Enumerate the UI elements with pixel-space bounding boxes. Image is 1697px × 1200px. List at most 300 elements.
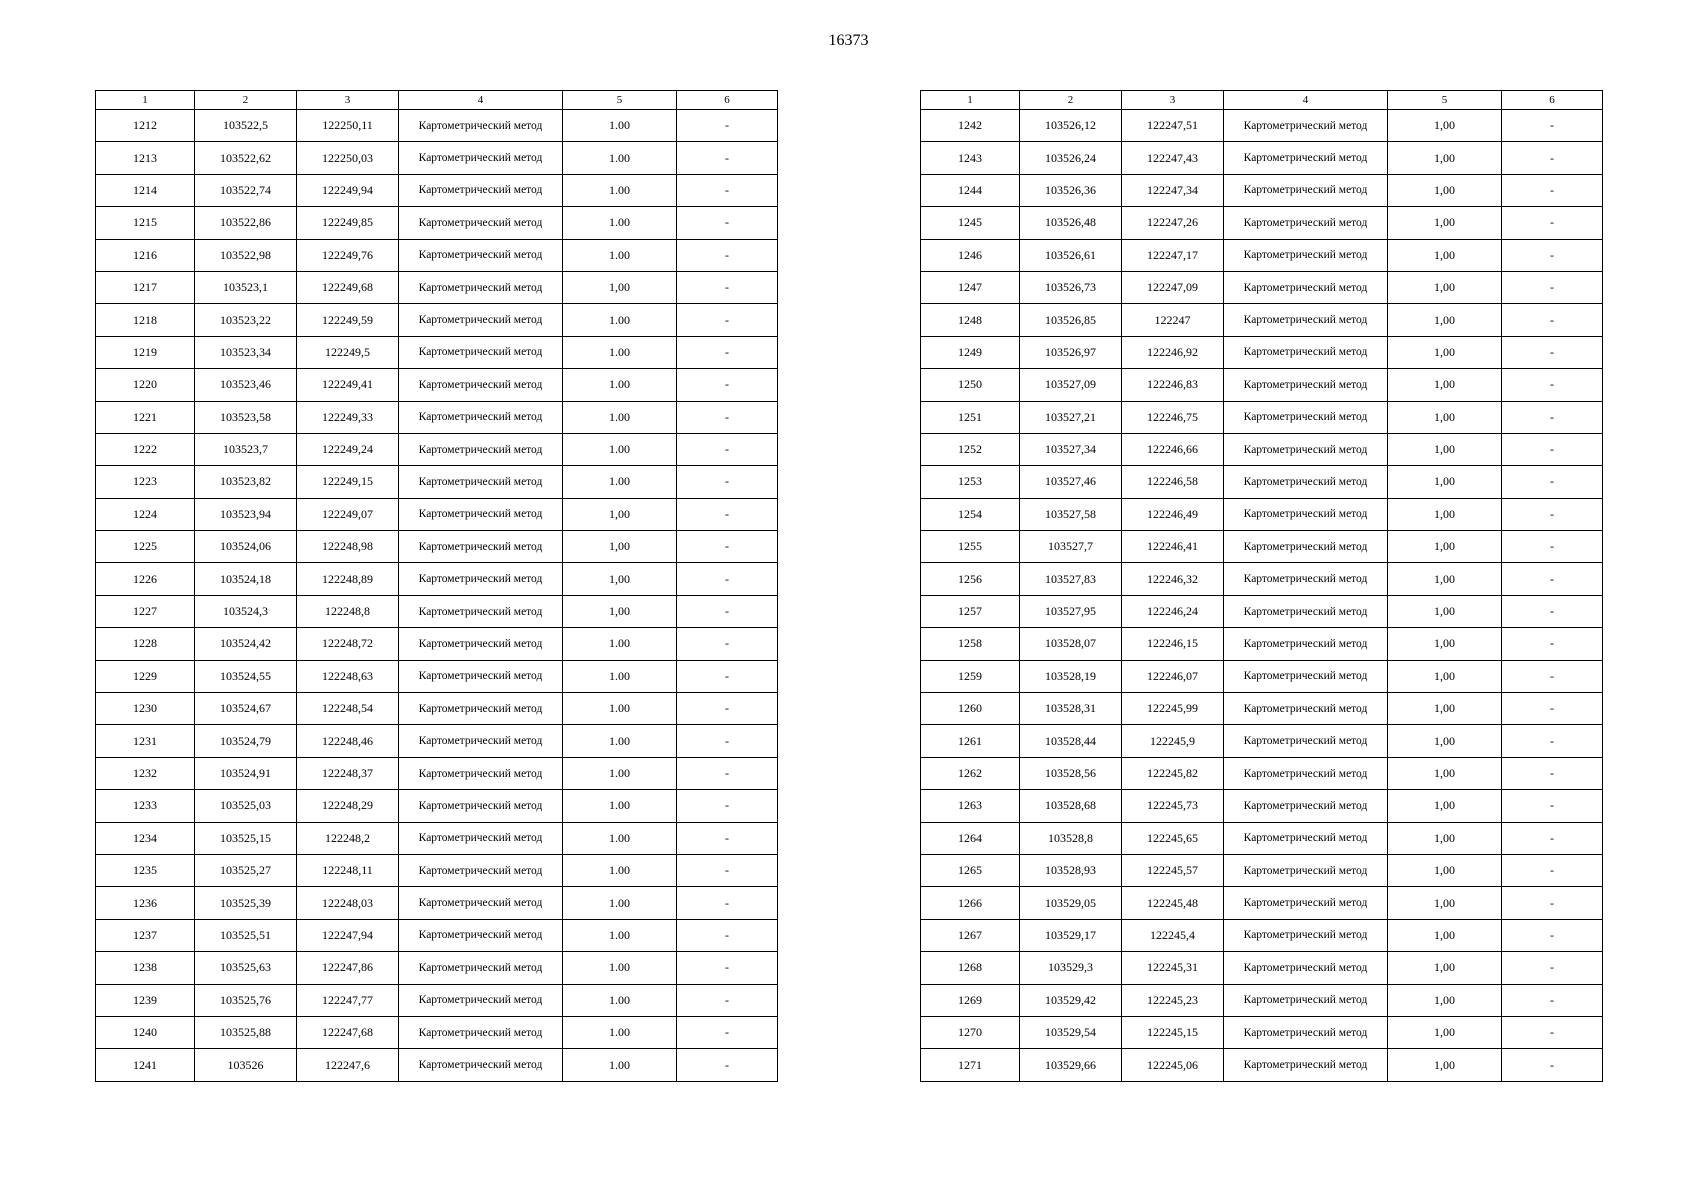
accuracy-cell: 1,00: [563, 531, 677, 563]
accuracy-cell: 1,00: [1388, 628, 1502, 660]
point-number-cell: 1236: [96, 887, 195, 919]
y-coordinate-cell: 122246,24: [1122, 595, 1224, 627]
table-row: [921, 790, 1603, 822]
y-coordinate-cell: 122246,32: [1122, 563, 1224, 595]
accuracy-cell: 1.00: [563, 207, 677, 239]
method-cell: Картометрический метод: [1224, 304, 1388, 336]
x-coordinate-cell: 103523,22: [195, 304, 297, 336]
y-coordinate-cell: 122247,51: [1122, 110, 1224, 142]
point-number-cell: 1263: [921, 790, 1020, 822]
description-cell: -: [1502, 207, 1603, 239]
column-header: 5: [1388, 91, 1502, 110]
column-header: 1: [921, 91, 1020, 110]
table-row: [96, 822, 778, 854]
description-cell: -: [677, 725, 778, 757]
table-row: [921, 498, 1603, 530]
table-row: [96, 174, 778, 206]
y-coordinate-cell: 122246,49: [1122, 498, 1224, 530]
description-cell: -: [677, 595, 778, 627]
x-coordinate-cell: 103527,83: [1020, 563, 1122, 595]
point-number-cell: 1224: [96, 498, 195, 530]
y-coordinate-cell: 122245,31: [1122, 952, 1224, 984]
y-coordinate-cell: 122249,15: [297, 466, 399, 498]
method-cell: Картометрический метод: [1224, 854, 1388, 886]
table-row: [96, 1049, 778, 1081]
accuracy-cell: 1,00: [1388, 271, 1502, 303]
description-cell: -: [1502, 531, 1603, 563]
y-coordinate-cell: 122248,29: [297, 790, 399, 822]
table-row: [921, 854, 1603, 886]
point-number-cell: 1247: [921, 271, 1020, 303]
point-number-cell: 1266: [921, 887, 1020, 919]
column-header: 3: [1122, 91, 1224, 110]
x-coordinate-cell: 103529,3: [1020, 952, 1122, 984]
x-coordinate-cell: 103525,63: [195, 952, 297, 984]
y-coordinate-cell: 122247,94: [297, 919, 399, 951]
accuracy-cell: 1.00: [563, 336, 677, 368]
description-cell: -: [677, 660, 778, 692]
table-row: [96, 498, 778, 530]
description-cell: -: [1502, 336, 1603, 368]
x-coordinate-cell: 103526,73: [1020, 271, 1122, 303]
method-cell: Картометрический метод: [399, 304, 563, 336]
accuracy-cell: 1.00: [563, 952, 677, 984]
description-cell: -: [1502, 498, 1603, 530]
accuracy-cell: 1.00: [563, 887, 677, 919]
x-coordinate-cell: 103524,42: [195, 628, 297, 660]
accuracy-cell: 1,00: [1388, 822, 1502, 854]
accuracy-cell: 1,00: [1388, 498, 1502, 530]
x-coordinate-cell: 103526,97: [1020, 336, 1122, 368]
method-cell: Картометрический метод: [1224, 239, 1388, 271]
column-header: 4: [1224, 91, 1388, 110]
point-number-cell: 1222: [96, 433, 195, 465]
y-coordinate-cell: 122247,26: [1122, 207, 1224, 239]
x-coordinate-cell: 103525,27: [195, 854, 297, 886]
x-coordinate-cell: 103524,55: [195, 660, 297, 692]
description-cell: -: [677, 854, 778, 886]
point-number-cell: 1240: [96, 1016, 195, 1048]
table-row: [96, 207, 778, 239]
table-row: [96, 304, 778, 336]
description-cell: -: [1502, 1016, 1603, 1048]
method-cell: Картометрический метод: [1224, 693, 1388, 725]
description-cell: -: [677, 401, 778, 433]
y-coordinate-cell: 122248,37: [297, 757, 399, 789]
y-coordinate-cell: 122248,8: [297, 595, 399, 627]
x-coordinate-cell: 103527,09: [1020, 369, 1122, 401]
x-coordinate-cell: 103526: [195, 1049, 297, 1081]
table-row: [921, 919, 1603, 951]
description-cell: -: [1502, 757, 1603, 789]
accuracy-cell: 1.00: [563, 239, 677, 271]
point-number-cell: 1246: [921, 239, 1020, 271]
table-row: [921, 628, 1603, 660]
point-number-cell: 1254: [921, 498, 1020, 530]
x-coordinate-cell: 103528,44: [1020, 725, 1122, 757]
accuracy-cell: 1,00: [563, 595, 677, 627]
x-coordinate-cell: 103528,8: [1020, 822, 1122, 854]
table-row: [921, 336, 1603, 368]
method-cell: Картометрический метод: [1224, 1016, 1388, 1048]
y-coordinate-cell: 122245,23: [1122, 984, 1224, 1016]
point-number-cell: 1217: [96, 271, 195, 303]
point-number-cell: 1225: [96, 531, 195, 563]
description-cell: -: [677, 757, 778, 789]
y-coordinate-cell: 122248,2: [297, 822, 399, 854]
table-row: [921, 757, 1603, 789]
table-row: [96, 369, 778, 401]
y-coordinate-cell: 122247,77: [297, 984, 399, 1016]
table-row: [921, 887, 1603, 919]
method-cell: Картометрический метод: [1224, 174, 1388, 206]
x-coordinate-cell: 103522,5: [195, 110, 297, 142]
x-coordinate-cell: 103527,95: [1020, 595, 1122, 627]
y-coordinate-cell: 122245,65: [1122, 822, 1224, 854]
point-number-cell: 1213: [96, 142, 195, 174]
method-cell: Картометрический метод: [1224, 660, 1388, 692]
y-coordinate-cell: 122248,98: [297, 531, 399, 563]
y-coordinate-cell: 122249,59: [297, 304, 399, 336]
coordinates-table-right: [920, 90, 1603, 1082]
x-coordinate-cell: 103523,1: [195, 271, 297, 303]
point-number-cell: 1262: [921, 757, 1020, 789]
x-coordinate-cell: 103527,46: [1020, 466, 1122, 498]
accuracy-cell: 1.00: [563, 401, 677, 433]
x-coordinate-cell: 103528,07: [1020, 628, 1122, 660]
y-coordinate-cell: 122247,68: [297, 1016, 399, 1048]
accuracy-cell: 1,00: [563, 498, 677, 530]
table-header-row: [96, 91, 778, 110]
point-number-cell: 1221: [96, 401, 195, 433]
description-cell: -: [1502, 466, 1603, 498]
description-cell: -: [1502, 174, 1603, 206]
y-coordinate-cell: 122249,07: [297, 498, 399, 530]
y-coordinate-cell: 122245,15: [1122, 1016, 1224, 1048]
description-cell: -: [677, 628, 778, 660]
method-cell: Картометрический метод: [399, 757, 563, 789]
y-coordinate-cell: 122249,94: [297, 174, 399, 206]
accuracy-cell: 1.00: [563, 693, 677, 725]
method-cell: Картометрический метод: [1224, 887, 1388, 919]
table-row: [96, 628, 778, 660]
point-number-cell: 1257: [921, 595, 1020, 627]
point-number-cell: 1243: [921, 142, 1020, 174]
table-row: [96, 660, 778, 692]
accuracy-cell: 1.00: [563, 174, 677, 206]
point-number-cell: 1269: [921, 984, 1020, 1016]
method-cell: Картометрический метод: [399, 790, 563, 822]
table-row: [96, 790, 778, 822]
table-row: [96, 952, 778, 984]
description-cell: -: [677, 110, 778, 142]
point-number-cell: 1223: [96, 466, 195, 498]
accuracy-cell: 1.00: [563, 984, 677, 1016]
method-cell: Картометрический метод: [1224, 271, 1388, 303]
description-cell: -: [1502, 887, 1603, 919]
table-row: [921, 822, 1603, 854]
method-cell: Картометрический метод: [399, 1016, 563, 1048]
description-cell: -: [677, 822, 778, 854]
accuracy-cell: 1.00: [563, 142, 677, 174]
point-number-cell: 1258: [921, 628, 1020, 660]
description-cell: -: [1502, 854, 1603, 886]
description-cell: -: [1502, 110, 1603, 142]
point-number-cell: 1252: [921, 433, 1020, 465]
accuracy-cell: 1,00: [1388, 854, 1502, 886]
accuracy-cell: 1,00: [1388, 595, 1502, 627]
point-number-cell: 1265: [921, 854, 1020, 886]
method-cell: Картометрический метод: [399, 660, 563, 692]
y-coordinate-cell: 122249,33: [297, 401, 399, 433]
y-coordinate-cell: 122245,4: [1122, 919, 1224, 951]
x-coordinate-cell: 103527,7: [1020, 531, 1122, 563]
accuracy-cell: 1.00: [563, 919, 677, 951]
point-number-cell: 1256: [921, 563, 1020, 595]
y-coordinate-cell: 122247: [1122, 304, 1224, 336]
table-row: [921, 531, 1603, 563]
y-coordinate-cell: 122249,41: [297, 369, 399, 401]
description-cell: -: [677, 1049, 778, 1081]
y-coordinate-cell: 122247,17: [1122, 239, 1224, 271]
x-coordinate-cell: 103527,58: [1020, 498, 1122, 530]
table-row: [96, 757, 778, 789]
table-row: [921, 271, 1603, 303]
accuracy-cell: 1,00: [563, 563, 677, 595]
y-coordinate-cell: 122248,89: [297, 563, 399, 595]
description-cell: -: [677, 1016, 778, 1048]
y-coordinate-cell: 122248,46: [297, 725, 399, 757]
column-header: 1: [96, 91, 195, 110]
table-row: [921, 595, 1603, 627]
x-coordinate-cell: 103524,3: [195, 595, 297, 627]
accuracy-cell: 1,00: [1388, 142, 1502, 174]
table-row: [921, 952, 1603, 984]
description-cell: -: [677, 919, 778, 951]
method-cell: Картометрический метод: [399, 110, 563, 142]
y-coordinate-cell: 122245,73: [1122, 790, 1224, 822]
description-cell: -: [677, 952, 778, 984]
accuracy-cell: 1.00: [563, 854, 677, 886]
accuracy-cell: 1.00: [563, 725, 677, 757]
point-number-cell: 1267: [921, 919, 1020, 951]
y-coordinate-cell: 122246,92: [1122, 336, 1224, 368]
point-number-cell: 1212: [96, 110, 195, 142]
point-number-cell: 1249: [921, 336, 1020, 368]
page-number: 16373: [828, 32, 869, 49]
table-body: [921, 110, 1603, 1082]
method-cell: Картометрический метод: [399, 174, 563, 206]
method-cell: Картометрический метод: [399, 142, 563, 174]
table-row: [921, 174, 1603, 206]
x-coordinate-cell: 103526,24: [1020, 142, 1122, 174]
accuracy-cell: 1,00: [1388, 1016, 1502, 1048]
description-cell: -: [677, 498, 778, 530]
method-cell: Картометрический метод: [399, 887, 563, 919]
x-coordinate-cell: 103522,74: [195, 174, 297, 206]
table-row: [96, 239, 778, 271]
table-row: [921, 369, 1603, 401]
y-coordinate-cell: 122247,34: [1122, 174, 1224, 206]
accuracy-cell: 1,00: [563, 271, 677, 303]
x-coordinate-cell: 103529,66: [1020, 1049, 1122, 1081]
point-number-cell: 1230: [96, 693, 195, 725]
method-cell: Картометрический метод: [1224, 952, 1388, 984]
y-coordinate-cell: 122246,41: [1122, 531, 1224, 563]
table-row: [921, 142, 1603, 174]
accuracy-cell: 1,00: [1388, 304, 1502, 336]
table-row: [921, 304, 1603, 336]
method-cell: Картометрический метод: [1224, 531, 1388, 563]
point-number-cell: 1255: [921, 531, 1020, 563]
column-header: 2: [195, 91, 297, 110]
accuracy-cell: 1,00: [1388, 174, 1502, 206]
point-number-cell: 1253: [921, 466, 1020, 498]
x-coordinate-cell: 103529,17: [1020, 919, 1122, 951]
point-number-cell: 1244: [921, 174, 1020, 206]
y-coordinate-cell: 122249,5: [297, 336, 399, 368]
y-coordinate-cell: 122245,48: [1122, 887, 1224, 919]
table-row: [921, 1049, 1603, 1081]
x-coordinate-cell: 103528,93: [1020, 854, 1122, 886]
table-row: [96, 433, 778, 465]
point-number-cell: 1242: [921, 110, 1020, 142]
accuracy-cell: 1,00: [1388, 239, 1502, 271]
method-cell: Картометрический метод: [1224, 433, 1388, 465]
column-header: 3: [297, 91, 399, 110]
accuracy-cell: 1,00: [1388, 531, 1502, 563]
x-coordinate-cell: 103525,76: [195, 984, 297, 1016]
method-cell: Картометрический метод: [399, 239, 563, 271]
x-coordinate-cell: 103528,31: [1020, 693, 1122, 725]
x-coordinate-cell: 103522,62: [195, 142, 297, 174]
method-cell: Картометрический метод: [399, 466, 563, 498]
column-header: 6: [677, 91, 778, 110]
accuracy-cell: 1.00: [563, 790, 677, 822]
coordinates-table-left: [95, 90, 778, 1082]
table-row: [96, 401, 778, 433]
point-number-cell: 1260: [921, 693, 1020, 725]
method-cell: Картометрический метод: [1224, 110, 1388, 142]
point-number-cell: 1228: [96, 628, 195, 660]
x-coordinate-cell: 103526,36: [1020, 174, 1122, 206]
accuracy-cell: 1,00: [1388, 984, 1502, 1016]
accuracy-cell: 1,00: [1388, 207, 1502, 239]
x-coordinate-cell: 103529,54: [1020, 1016, 1122, 1048]
table-header-row: [921, 91, 1603, 110]
table-row: [96, 887, 778, 919]
x-coordinate-cell: 103527,34: [1020, 433, 1122, 465]
table-row: [96, 919, 778, 951]
x-coordinate-cell: 103528,68: [1020, 790, 1122, 822]
y-coordinate-cell: 122248,63: [297, 660, 399, 692]
column-header: 6: [1502, 91, 1603, 110]
method-cell: Картометрический метод: [1224, 401, 1388, 433]
method-cell: Картометрический метод: [399, 336, 563, 368]
accuracy-cell: 1,00: [1388, 110, 1502, 142]
table-row: [96, 271, 778, 303]
table-row: [921, 563, 1603, 595]
table-row: [921, 207, 1603, 239]
y-coordinate-cell: 122245,99: [1122, 693, 1224, 725]
table-row: [96, 142, 778, 174]
point-number-cell: 1214: [96, 174, 195, 206]
description-cell: -: [1502, 660, 1603, 692]
accuracy-cell: 1,00: [1388, 790, 1502, 822]
method-cell: Картометрический метод: [399, 207, 563, 239]
accuracy-cell: 1.00: [563, 1049, 677, 1081]
table-row: [96, 466, 778, 498]
table-row: [96, 336, 778, 368]
description-cell: -: [1502, 271, 1603, 303]
table-row: [921, 401, 1603, 433]
description-cell: -: [677, 790, 778, 822]
x-coordinate-cell: 103526,61: [1020, 239, 1122, 271]
x-coordinate-cell: 103528,19: [1020, 660, 1122, 692]
description-cell: -: [677, 271, 778, 303]
method-cell: Картометрический метод: [399, 725, 563, 757]
description-cell: -: [1502, 369, 1603, 401]
method-cell: Картометрический метод: [1224, 563, 1388, 595]
table-row: [921, 984, 1603, 1016]
x-coordinate-cell: 103529,42: [1020, 984, 1122, 1016]
description-cell: -: [677, 433, 778, 465]
point-number-cell: 1227: [96, 595, 195, 627]
description-cell: -: [1502, 984, 1603, 1016]
point-number-cell: 1232: [96, 757, 195, 789]
x-coordinate-cell: 103525,15: [195, 822, 297, 854]
point-number-cell: 1220: [96, 369, 195, 401]
point-number-cell: 1237: [96, 919, 195, 951]
table-row: [96, 693, 778, 725]
point-number-cell: 1218: [96, 304, 195, 336]
x-coordinate-cell: 103524,91: [195, 757, 297, 789]
method-cell: Картометрический метод: [1224, 822, 1388, 854]
description-cell: -: [677, 369, 778, 401]
x-coordinate-cell: 103525,88: [195, 1016, 297, 1048]
method-cell: Картометрический метод: [399, 919, 563, 951]
description-cell: -: [677, 984, 778, 1016]
accuracy-cell: 1.00: [563, 660, 677, 692]
y-coordinate-cell: 122248,11: [297, 854, 399, 886]
description-cell: -: [677, 239, 778, 271]
method-cell: Картометрический метод: [1224, 757, 1388, 789]
method-cell: Картометрический метод: [399, 531, 563, 563]
table-row: [96, 1016, 778, 1048]
description-cell: -: [677, 693, 778, 725]
accuracy-cell: 1.00: [563, 433, 677, 465]
accuracy-cell: 1,00: [1388, 919, 1502, 951]
y-coordinate-cell: 122247,43: [1122, 142, 1224, 174]
description-cell: -: [677, 142, 778, 174]
accuracy-cell: 1,00: [1388, 887, 1502, 919]
column-header: 2: [1020, 91, 1122, 110]
method-cell: Картометрический метод: [399, 563, 563, 595]
y-coordinate-cell: 122247,86: [297, 952, 399, 984]
description-cell: -: [1502, 628, 1603, 660]
method-cell: Картометрический метод: [399, 369, 563, 401]
point-number-cell: 1231: [96, 725, 195, 757]
method-cell: Картометрический метод: [1224, 595, 1388, 627]
y-coordinate-cell: 122246,66: [1122, 433, 1224, 465]
point-number-cell: 1259: [921, 660, 1020, 692]
table-row: [921, 725, 1603, 757]
y-coordinate-cell: 122248,03: [297, 887, 399, 919]
point-number-cell: 1229: [96, 660, 195, 692]
method-cell: Картометрический метод: [399, 271, 563, 303]
method-cell: Картометрический метод: [399, 595, 563, 627]
point-number-cell: 1238: [96, 952, 195, 984]
